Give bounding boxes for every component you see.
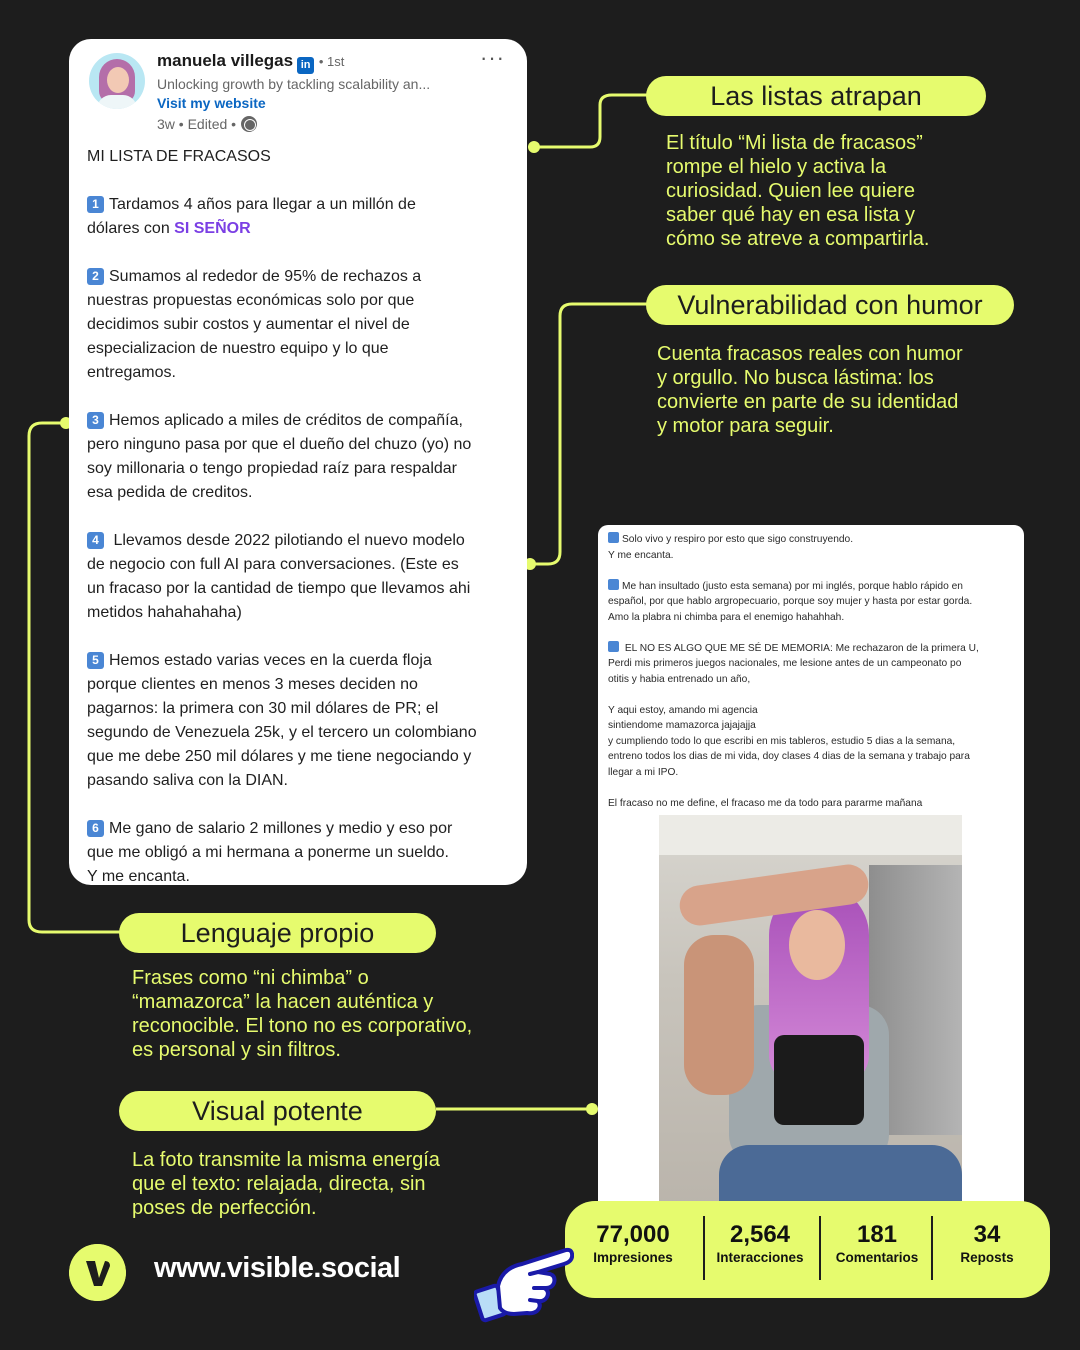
continuation-line: y cumpliendo todo lo que escribi en mis tableros, estudio 5 dias a la semana, bbox=[608, 735, 956, 747]
pill-lenguaje-propio: Lenguaje propio bbox=[119, 913, 436, 953]
author-line bbox=[157, 51, 344, 74]
item-text: pasando saliva con la DIAN. bbox=[87, 772, 288, 789]
desc-line: El título “Mi lista de fracasos” bbox=[666, 132, 923, 154]
stat-divider bbox=[703, 1216, 705, 1280]
desc-line: y orgullo. No busca lástima: los bbox=[657, 367, 934, 389]
continuation-line: otitis y habia entrenado un año, bbox=[608, 673, 751, 685]
visit-website-link[interactable]: Visit my website bbox=[157, 95, 266, 111]
connector-dot-listas bbox=[528, 141, 540, 153]
desc-line: cómo se atreve a compartirla. bbox=[666, 228, 930, 250]
item-text: esa pedida de creditos. bbox=[87, 484, 253, 501]
pill-listas-atrapan: Las listas atrapan bbox=[646, 76, 986, 116]
continuation-line: Y me encanta. bbox=[608, 549, 674, 561]
item-text: especializacion de nuestro equipo y lo que bbox=[87, 340, 389, 357]
item-text: de negocio con full AI para conversaciones. (Este es bbox=[87, 556, 459, 573]
desc-line: convierte en parte de su identidad bbox=[657, 391, 959, 413]
desc-line: saber qué hay en esa lista y bbox=[666, 204, 916, 226]
stat-divider bbox=[931, 1216, 933, 1280]
stat-label: Reposts bbox=[960, 1250, 1014, 1265]
avatar[interactable] bbox=[89, 53, 145, 109]
post-meta-text: 3w • Edited • bbox=[157, 116, 237, 132]
continuation-line: español, por que hablo argropecuario, porque soy mujer y hasta por estar gorda. bbox=[608, 596, 973, 607]
number-9-icon bbox=[608, 641, 619, 652]
continuation-line: EL NO ES ALGO QUE ME SÉ DE MEMORIA: Me rechazaron de la primera U, bbox=[622, 642, 979, 654]
list-item bbox=[87, 193, 512, 241]
stat-label: Impresiones bbox=[593, 1250, 673, 1265]
number-2-icon: 2 bbox=[87, 268, 104, 285]
pill-visual-potente: Visual potente bbox=[119, 1091, 436, 1131]
number-1-icon: 1 bbox=[87, 196, 104, 213]
continuation-line: llegar a mi IPO. bbox=[608, 766, 679, 778]
globe-icon bbox=[241, 116, 257, 132]
item-text: dólares con bbox=[87, 220, 175, 237]
list-item bbox=[87, 817, 512, 885]
number-7-icon bbox=[608, 532, 619, 543]
stat-label: Comentarios bbox=[835, 1250, 919, 1265]
item-text: Y me encanta. bbox=[87, 868, 190, 885]
desc-lenguaje-propio bbox=[132, 966, 472, 1062]
item-text: decidimos subir costos y aumentar el nivel de bbox=[87, 316, 410, 333]
linkedin-post-card bbox=[69, 39, 527, 885]
stat-value: 34 bbox=[973, 1221, 1001, 1248]
list-item bbox=[87, 409, 512, 505]
stat-interacciones bbox=[710, 1221, 810, 1267]
item-text: nuestras propuestas económicas solo por que bbox=[87, 292, 415, 309]
post-continuation-screenshot bbox=[598, 525, 1024, 1225]
number-5-icon: 5 bbox=[87, 652, 104, 669]
pointing-hand-icon bbox=[474, 1228, 574, 1326]
connector-dot-visual bbox=[586, 1103, 598, 1115]
continuation-line: Amo la plabra ni chimba para el enemigo hahahhah. bbox=[608, 611, 845, 623]
desc-line: es personal y sin filtros. bbox=[132, 1039, 341, 1061]
desc-line: que el texto: relajada, directa, sin bbox=[132, 1173, 426, 1195]
desc-visual-potente bbox=[132, 1148, 440, 1220]
desc-listas-atrapan bbox=[666, 131, 929, 251]
stat-value: 2,564 bbox=[729, 1221, 791, 1248]
connection-degree: • 1st bbox=[318, 54, 345, 69]
desc-line: rompe el hielo y activa la bbox=[666, 156, 887, 178]
stat-comentarios bbox=[829, 1221, 925, 1267]
author-name[interactable]: manuela villegas bbox=[157, 51, 294, 70]
item-text: Me gano de salario 2 millones y medio y eso por bbox=[109, 820, 453, 837]
author-headline: Unlocking growth by tackling scalability an... bbox=[157, 76, 431, 92]
item-text: Tardamos 4 años para llegar a un millón de bbox=[109, 196, 416, 213]
continuation-line: sintiendome mamazorca jajajajja bbox=[608, 720, 756, 731]
continuation-line: entreno todos los dias de mi vida, doy clases 4 dias de la semana y trabajo para bbox=[608, 751, 970, 762]
item-text: un fracaso por la cantidad de tiempo que llevamos ahi bbox=[87, 580, 471, 597]
desc-line: reconocible. El tono no es corporativo, bbox=[132, 1015, 473, 1037]
item-text: que me debe 250 mil dólares y me tiene negociando y bbox=[87, 748, 472, 765]
desc-line: La foto transmite la misma energía bbox=[132, 1149, 440, 1171]
number-6-icon: 6 bbox=[87, 820, 104, 837]
item-text: Llevamos desde 2022 pilotiando el nuevo modelo bbox=[109, 532, 465, 549]
more-options-icon[interactable]: ··· bbox=[480, 45, 505, 70]
desc-line: curiosidad. Quien lee quiere bbox=[666, 180, 916, 202]
desc-line: y motor para seguir. bbox=[657, 415, 834, 437]
brand-url[interactable]: www.visible.social bbox=[154, 1252, 401, 1284]
continuation-line: Solo vivo y respiro por esto que sigo construyendo. bbox=[622, 534, 854, 545]
item-text: segundo de Venezuela 25k, y el tercero un colombiano bbox=[87, 724, 477, 741]
item-text: Sumamos al rededor de 95% de rechazos a bbox=[109, 268, 422, 285]
continuation-line: Me han insultado (justo esta semana) por mi inglés, porque hablo rápido en bbox=[622, 580, 963, 592]
stat-value: 181 bbox=[856, 1221, 898, 1248]
stat-impresiones bbox=[583, 1221, 683, 1267]
item-text: soy millonaria o tengo propiedad raíz para respaldar bbox=[87, 460, 457, 477]
item-text: entregamos. bbox=[87, 364, 176, 381]
continuation-line: El fracaso no me define, el fracaso me da todo para pararme mañana bbox=[608, 797, 923, 809]
stat-reposts bbox=[943, 1221, 1031, 1267]
connector-listas bbox=[534, 95, 648, 147]
post-meta bbox=[157, 116, 257, 132]
stats-bar bbox=[565, 1201, 1050, 1298]
company-mention-link[interactable]: SI SEÑOR bbox=[174, 220, 251, 237]
stat-label: Interacciones bbox=[716, 1250, 804, 1265]
pill-vulnerabilidad: Vulnerabilidad con humor bbox=[646, 285, 1014, 325]
desc-vulnerabilidad bbox=[657, 342, 963, 438]
number-4-icon: 4 bbox=[87, 532, 104, 549]
item-text: Hemos aplicado a miles de créditos de compañía, bbox=[109, 412, 463, 429]
continuation-line: Y aqui estoy, amando mi agencia bbox=[608, 704, 758, 716]
list-item bbox=[87, 649, 512, 793]
number-3-icon: 3 bbox=[87, 412, 104, 429]
stat-divider bbox=[819, 1216, 821, 1280]
post-header bbox=[87, 45, 513, 151]
author-photo bbox=[659, 815, 962, 1225]
visible-logo-icon bbox=[69, 1244, 126, 1301]
desc-line: poses de perfección. bbox=[132, 1197, 317, 1219]
continuation-line: Perdi mis primeros juegos nacionales, me lesione antes de un campeonato po bbox=[608, 658, 962, 669]
post-title: MI LISTA DE FRACASOS bbox=[87, 148, 271, 165]
stat-value: 77,000 bbox=[596, 1221, 670, 1248]
number-8-icon bbox=[608, 579, 619, 590]
desc-line: Cuenta fracasos reales con humor bbox=[657, 343, 963, 365]
item-text: metidos hahahahaha) bbox=[87, 604, 242, 621]
desc-line: “mamazorca” la hacen auténtica y bbox=[132, 991, 434, 1013]
item-text: Hemos estado varias veces en la cuerda floja bbox=[109, 652, 432, 669]
post-body bbox=[87, 145, 512, 885]
item-text: porque clientes en menos 3 meses deciden no bbox=[87, 676, 418, 693]
linkedin-icon: in bbox=[297, 57, 314, 74]
item-text: pagarnos: la primera con 30 mil dólares de PR; el bbox=[87, 700, 439, 717]
list-item bbox=[87, 529, 512, 625]
list-item bbox=[87, 265, 512, 385]
continuation-text bbox=[608, 532, 1016, 811]
desc-line: Frases como “ni chimba” o bbox=[132, 967, 369, 989]
item-text: pero ninguno pasa por que el dueño del chuzo (yo) no bbox=[87, 436, 472, 453]
item-text: que me obligó a mi hermana a ponerme un sueldo. bbox=[87, 844, 449, 861]
